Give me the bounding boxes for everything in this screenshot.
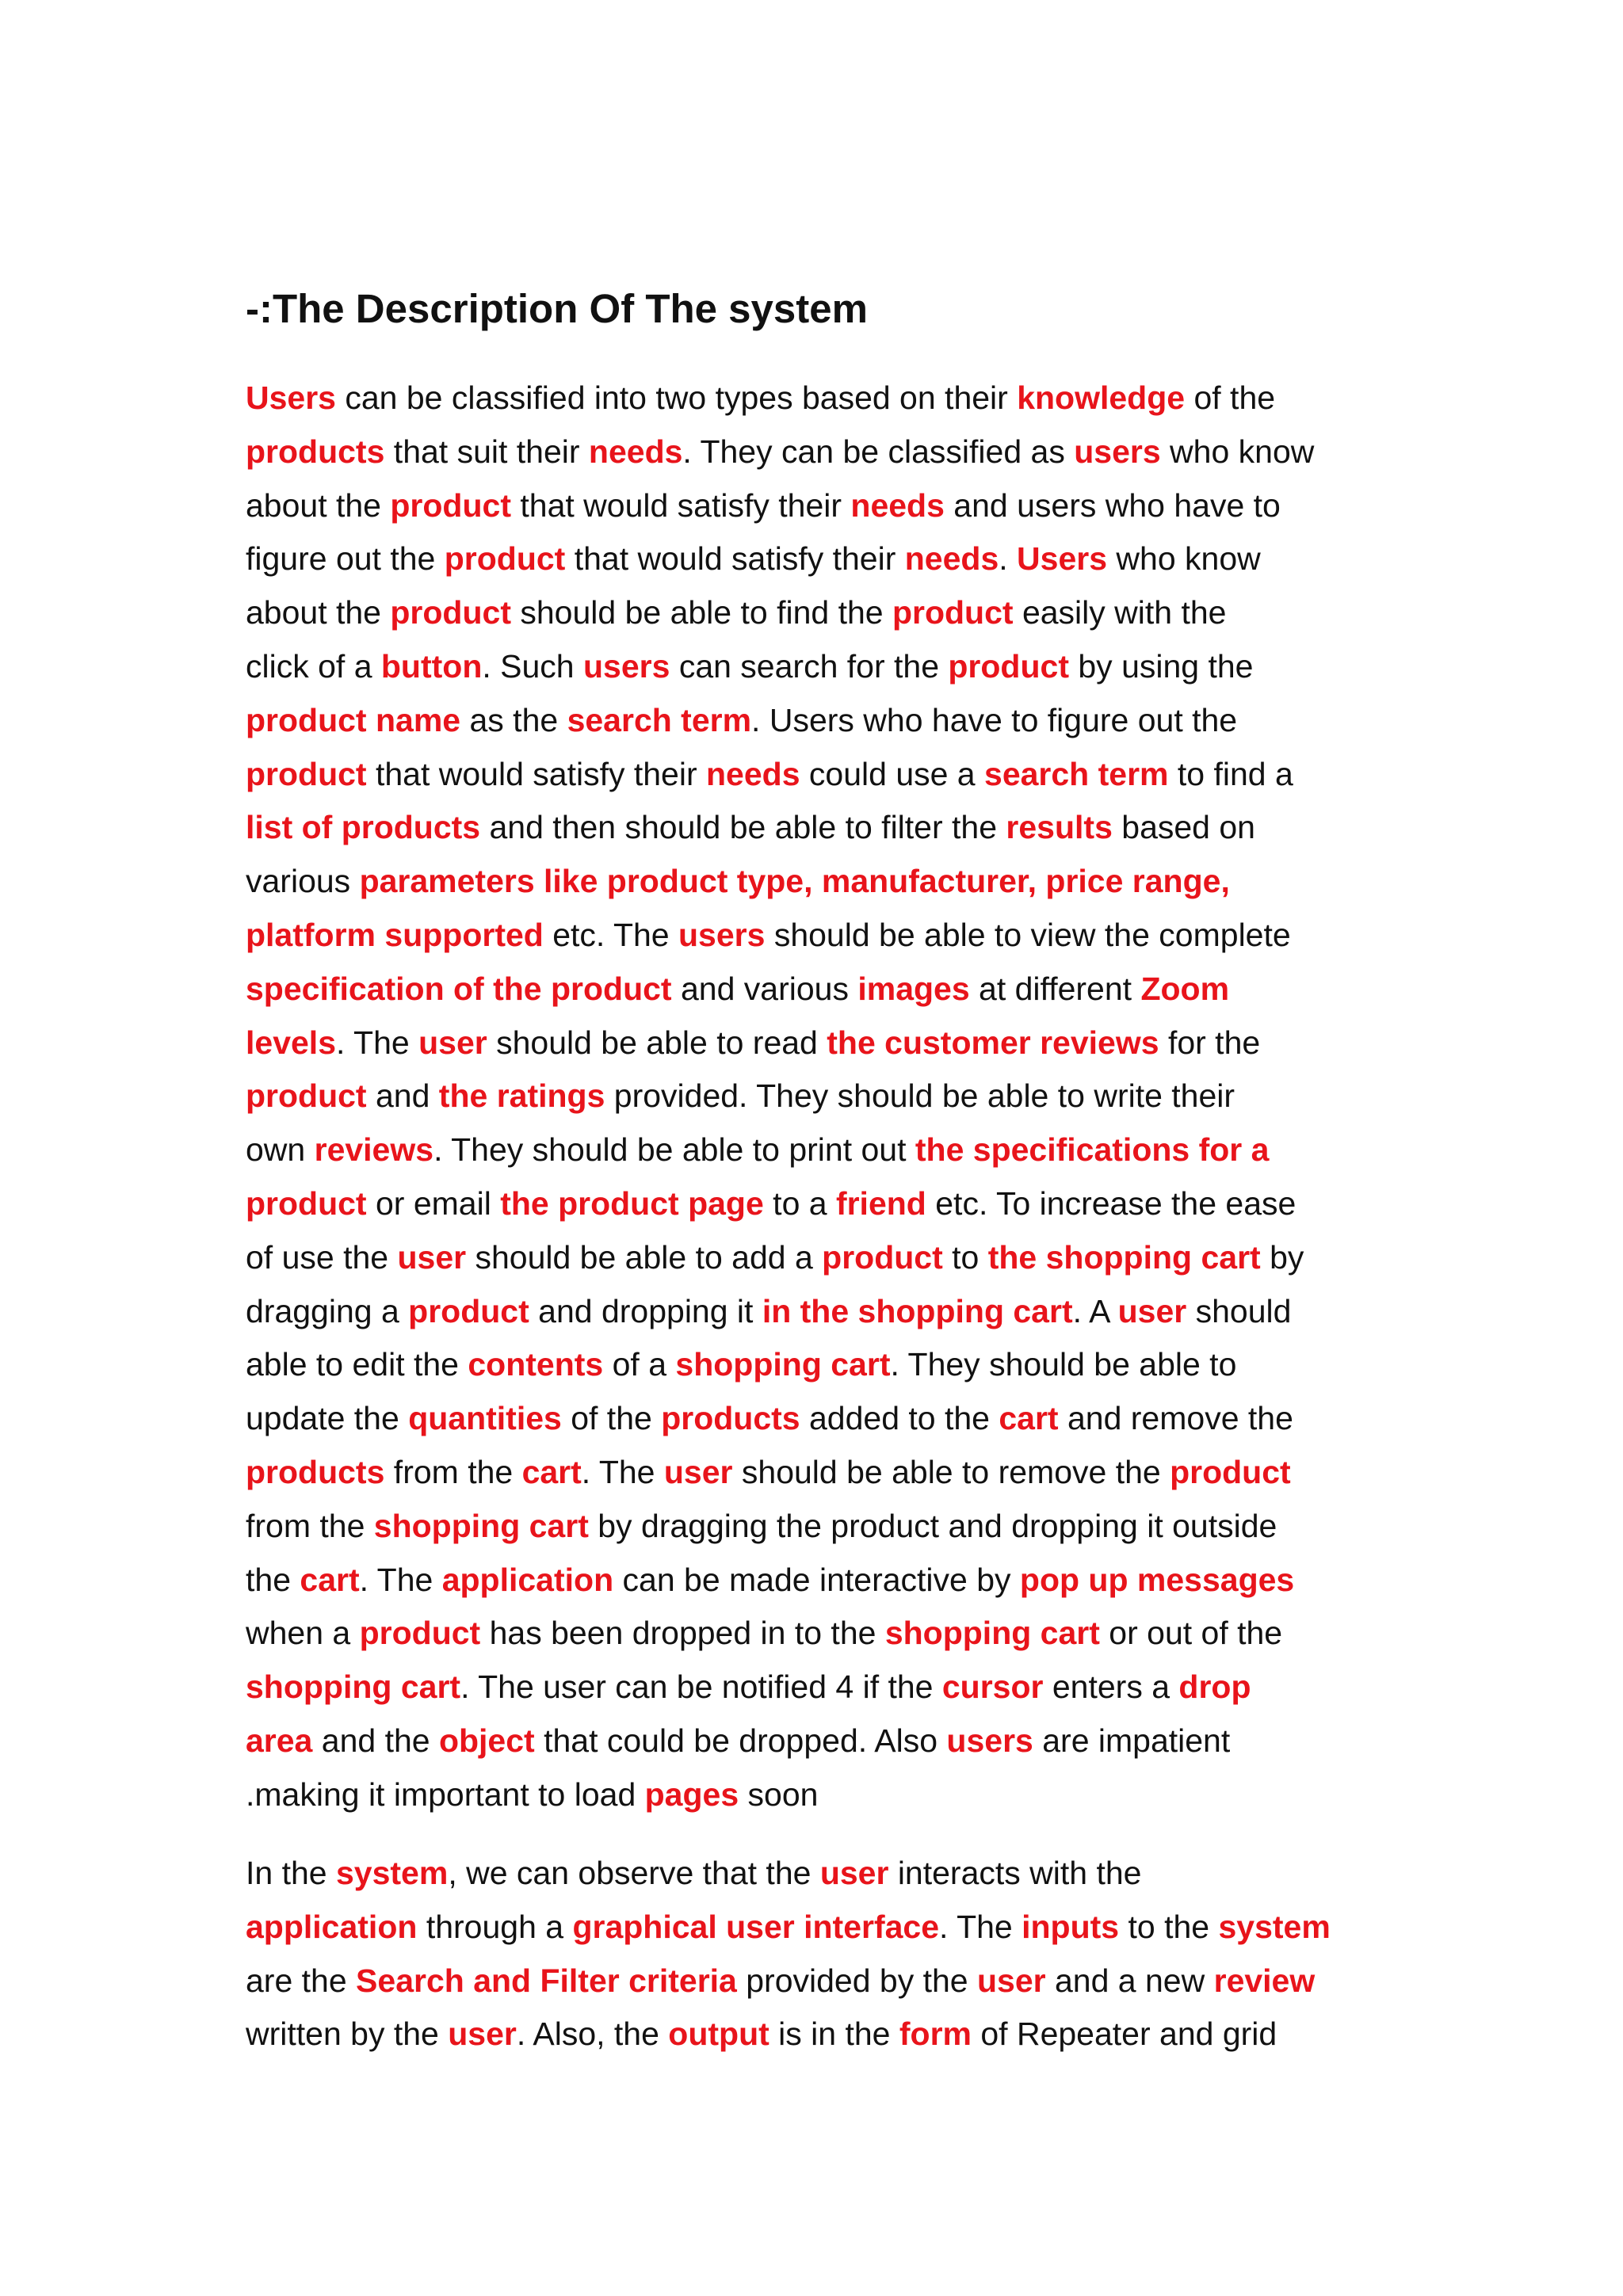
highlighted-term: output — [668, 2016, 769, 2053]
body-text: or email — [366, 1184, 501, 1222]
text-line — [246, 1016, 1371, 1070]
body-text: and the — [312, 1722, 439, 1759]
text-line — [246, 855, 1371, 909]
text-line — [246, 640, 1371, 694]
highlighted-term: product — [1170, 1453, 1291, 1490]
body-text: . Users who have to figure out the — [751, 701, 1238, 738]
body-text: written by the — [246, 2016, 449, 2053]
body-text: In the — [246, 1855, 336, 1891]
highlighted-term: area — [246, 1722, 313, 1759]
highlighted-term: shopping cart — [675, 1346, 891, 1383]
text-line — [246, 1070, 1371, 1123]
highlighted-term: levels — [246, 1024, 336, 1061]
highlighted-term: the product page — [500, 1184, 764, 1222]
body-text: that would satisfy their — [366, 755, 707, 792]
body-text: when a — [246, 1615, 360, 1652]
body-text: or out of the — [1099, 1615, 1283, 1652]
highlighted-term: knowledge — [1017, 379, 1186, 416]
body-text: about the — [246, 486, 391, 524]
highlighted-term: products — [246, 433, 385, 470]
highlighted-term: product — [948, 647, 1069, 685]
body-text: should be able to find the — [510, 594, 892, 631]
body-text: easily with the — [1013, 594, 1227, 631]
highlighted-term: product — [246, 1184, 367, 1222]
body-text: based on — [1112, 809, 1255, 846]
body-text: to a — [763, 1184, 836, 1222]
highlighted-term: needs — [850, 486, 945, 524]
body-text: figure out the — [246, 540, 445, 578]
text-line — [246, 2008, 1371, 2061]
body-text: . They should be able to — [890, 1346, 1237, 1383]
highlighted-term: results — [1006, 809, 1113, 846]
text-line — [246, 909, 1371, 963]
body-text: of a — [603, 1346, 676, 1383]
highlighted-term: shopping cart — [373, 1507, 589, 1544]
highlighted-term: parameters like product type, manufacturer, price range, — [359, 863, 1230, 900]
highlighted-term: product — [892, 594, 1014, 631]
body-text: added to the — [800, 1400, 999, 1437]
body-text: are the — [246, 1962, 357, 1999]
body-text: should be able to view the complete — [765, 916, 1291, 953]
text-line — [246, 1446, 1371, 1500]
highlighted-term: user — [1117, 1292, 1187, 1329]
highlighted-term: user — [663, 1453, 733, 1490]
highlighted-term: product — [246, 1077, 367, 1115]
text-line — [246, 1231, 1371, 1285]
text-line — [246, 372, 1371, 425]
body-text: of the — [561, 1400, 662, 1437]
highlighted-term: user — [397, 1238, 467, 1276]
body-text: and remove the — [1058, 1400, 1293, 1437]
body-text: should be able to add a — [466, 1238, 823, 1276]
highlighted-term: in the shopping cart — [762, 1292, 1073, 1329]
highlighted-term: user — [418, 1024, 487, 1061]
highlighted-term: drop — [1178, 1669, 1251, 1706]
highlighted-term: reviews — [314, 1131, 434, 1169]
body-text: that suit their — [384, 433, 589, 470]
highlighted-term: system — [1218, 1908, 1331, 1945]
text-line — [246, 963, 1371, 1016]
document-heading: -:The Description Of The system — [246, 286, 868, 331]
highlighted-term: the ratings — [438, 1077, 605, 1115]
text-line — [246, 1500, 1371, 1554]
body-text: and then should be able to filter the — [480, 809, 1006, 846]
body-text: that would satisfy their — [510, 486, 851, 524]
text-line — [246, 1901, 1371, 1955]
body-text: to the — [1119, 1908, 1219, 1945]
paragraph-system-description — [246, 372, 1371, 1822]
body-text: click of a — [246, 647, 381, 685]
body-text: of Repeater and grid — [971, 2016, 1277, 2053]
highlighted-term: product — [390, 594, 511, 631]
text-line — [246, 1177, 1371, 1231]
body-text: able to edit the — [246, 1346, 468, 1383]
text-line — [246, 801, 1371, 855]
highlighted-term: product — [246, 755, 367, 792]
text-line — [246, 1847, 1371, 1901]
highlighted-term: quantities — [408, 1400, 562, 1437]
body-text: by — [1260, 1238, 1304, 1276]
highlighted-term: the shopping cart — [987, 1238, 1261, 1276]
body-text: update the — [246, 1400, 409, 1437]
text-line — [246, 586, 1371, 640]
highlighted-term: products — [246, 1453, 385, 1490]
highlighted-term: pop up messages — [1019, 1561, 1295, 1598]
body-text: . Also, the — [516, 2016, 669, 2053]
body-text: can be classified into two types based on their — [335, 379, 1018, 416]
body-text: . They should be able to print out — [433, 1131, 915, 1169]
body-text: interacts with the — [888, 1855, 1142, 1891]
body-text: the — [246, 1561, 300, 1598]
body-text: . The — [359, 1561, 442, 1598]
highlighted-term: application — [246, 1908, 418, 1945]
text-line — [246, 1661, 1371, 1714]
highlighted-term: Search and Filter criteria — [356, 1962, 737, 1999]
highlighted-term: cursor — [941, 1669, 1044, 1706]
text-line — [246, 1955, 1371, 2008]
highlighted-term: shopping cart — [246, 1669, 461, 1706]
highlighted-term: friend — [835, 1184, 926, 1222]
body-text: soon — [739, 1775, 819, 1813]
text-line — [246, 748, 1371, 802]
body-text: through a — [417, 1908, 573, 1945]
body-text: by dragging the product and dropping it outside — [588, 1507, 1277, 1544]
highlighted-term: product name — [246, 701, 461, 738]
body-text: . — [999, 540, 1018, 578]
body-text: of use the — [246, 1238, 398, 1276]
body-text: provided. They should be able to write their — [605, 1077, 1235, 1115]
body-text: can search for the — [670, 647, 949, 685]
body-text: , we can observe that the — [448, 1855, 820, 1891]
body-text: etc. The — [543, 916, 678, 953]
text-line — [246, 1392, 1371, 1446]
highlighted-term: the customer reviews — [827, 1024, 1159, 1061]
text-line — [246, 1714, 1371, 1768]
highlighted-term: the specifications for a — [915, 1131, 1270, 1169]
highlighted-term: users — [946, 1722, 1033, 1759]
highlighted-term: cart — [521, 1453, 582, 1490]
body-text: from the — [384, 1453, 522, 1490]
highlighted-term: cart — [300, 1561, 360, 1598]
highlighted-term: users — [1074, 433, 1161, 470]
highlighted-term: product — [359, 1615, 481, 1652]
text-line — [246, 1123, 1371, 1177]
highlighted-term: system — [335, 1855, 449, 1891]
body-text: various — [246, 863, 360, 900]
highlighted-term: needs — [588, 433, 683, 470]
highlighted-term: images — [857, 970, 970, 1007]
highlighted-term: needs — [904, 540, 999, 578]
body-text: could use a — [800, 755, 985, 792]
text-line — [246, 479, 1371, 533]
highlighted-term: Zoom — [1140, 970, 1230, 1007]
body-text: are impatient — [1033, 1722, 1231, 1759]
highlighted-term: Users — [246, 379, 336, 416]
body-text: . A — [1072, 1292, 1118, 1329]
body-text: . The — [336, 1024, 419, 1061]
body-text: who know — [1107, 540, 1261, 578]
body-text: that would satisfy their — [565, 540, 905, 578]
body-text: should be able to remove the — [732, 1453, 1170, 1490]
highlighted-term: user — [819, 1855, 889, 1891]
body-text: and users who have to — [944, 486, 1281, 524]
body-text: . The — [939, 1908, 1022, 1945]
text-line — [246, 1285, 1371, 1339]
body-text: . They can be classified as — [682, 433, 1075, 470]
highlighted-term: users — [678, 916, 766, 953]
highlighted-term: specification of the product — [246, 970, 672, 1007]
highlighted-term: list of products — [246, 809, 481, 846]
highlighted-term: button — [380, 647, 483, 685]
highlighted-term: object — [438, 1722, 535, 1759]
body-text: etc. To increase the ease — [926, 1184, 1296, 1222]
body-text: .making it important to load — [246, 1775, 645, 1813]
body-text: who know — [1160, 433, 1315, 470]
body-text: has been dropped in to the — [480, 1615, 885, 1652]
body-text: enters a — [1043, 1669, 1179, 1706]
body-text: and various — [671, 970, 858, 1007]
highlighted-term: users — [583, 647, 670, 685]
highlighted-term: platform supported — [246, 916, 544, 953]
text-line — [246, 1607, 1371, 1661]
highlighted-term: user — [977, 1962, 1046, 1999]
body-text: should be able to read — [487, 1024, 827, 1061]
body-text: and dropping it — [529, 1292, 762, 1329]
highlighted-term: cart — [999, 1400, 1059, 1437]
highlighted-term: product — [408, 1292, 529, 1329]
body-text: own — [246, 1131, 315, 1169]
highlighted-term: graphical user interface — [572, 1908, 940, 1945]
highlighted-term: needs — [706, 755, 800, 792]
body-text: for the — [1159, 1024, 1261, 1061]
body-text: to find a — [1168, 755, 1293, 792]
highlighted-term: products — [661, 1400, 800, 1437]
body-text: dragging a — [246, 1292, 409, 1329]
paragraph-system-inputs-outputs — [246, 1847, 1371, 2061]
text-line — [246, 532, 1371, 586]
body-text: that could be dropped. Also — [534, 1722, 947, 1759]
body-text: should — [1186, 1292, 1292, 1329]
body-text: about the — [246, 594, 391, 631]
body-text: . Such — [482, 647, 583, 685]
highlighted-term: contents — [468, 1346, 604, 1383]
highlighted-term: product — [390, 486, 511, 524]
highlighted-term: product — [444, 540, 566, 578]
highlighted-term: product — [822, 1238, 943, 1276]
highlighted-term: user — [448, 2016, 517, 2053]
body-text: and a new — [1045, 1962, 1214, 1999]
body-text: at different — [969, 970, 1141, 1007]
body-text: to — [942, 1238, 988, 1276]
body-text: provided by the — [736, 1962, 977, 1999]
text-line — [246, 1554, 1371, 1608]
body-text: by using the — [1068, 647, 1254, 685]
body-text: from the — [246, 1507, 374, 1544]
highlighted-term: shopping cart — [884, 1615, 1100, 1652]
body-text: . The — [581, 1453, 664, 1490]
body-text: can be made interactive by — [613, 1561, 1020, 1598]
text-line — [246, 425, 1371, 479]
text-line — [246, 694, 1371, 748]
highlighted-term: search term — [984, 755, 1169, 792]
highlighted-term: inputs — [1022, 1908, 1120, 1945]
text-line — [246, 1338, 1371, 1392]
highlighted-term: form — [899, 2016, 972, 2053]
body-text: of the — [1185, 379, 1276, 416]
highlighted-term: pages — [644, 1775, 739, 1813]
text-line — [246, 1768, 1371, 1822]
body-text: is in the — [769, 2016, 899, 2053]
highlighted-term: Users — [1017, 540, 1108, 578]
highlighted-term: review — [1213, 1962, 1316, 1999]
highlighted-term: application — [441, 1561, 614, 1598]
body-text: as the — [460, 701, 567, 738]
body-text: and — [366, 1077, 439, 1115]
body-text: . The user can be notified 4 if the — [460, 1669, 942, 1706]
highlighted-term: search term — [567, 701, 752, 738]
